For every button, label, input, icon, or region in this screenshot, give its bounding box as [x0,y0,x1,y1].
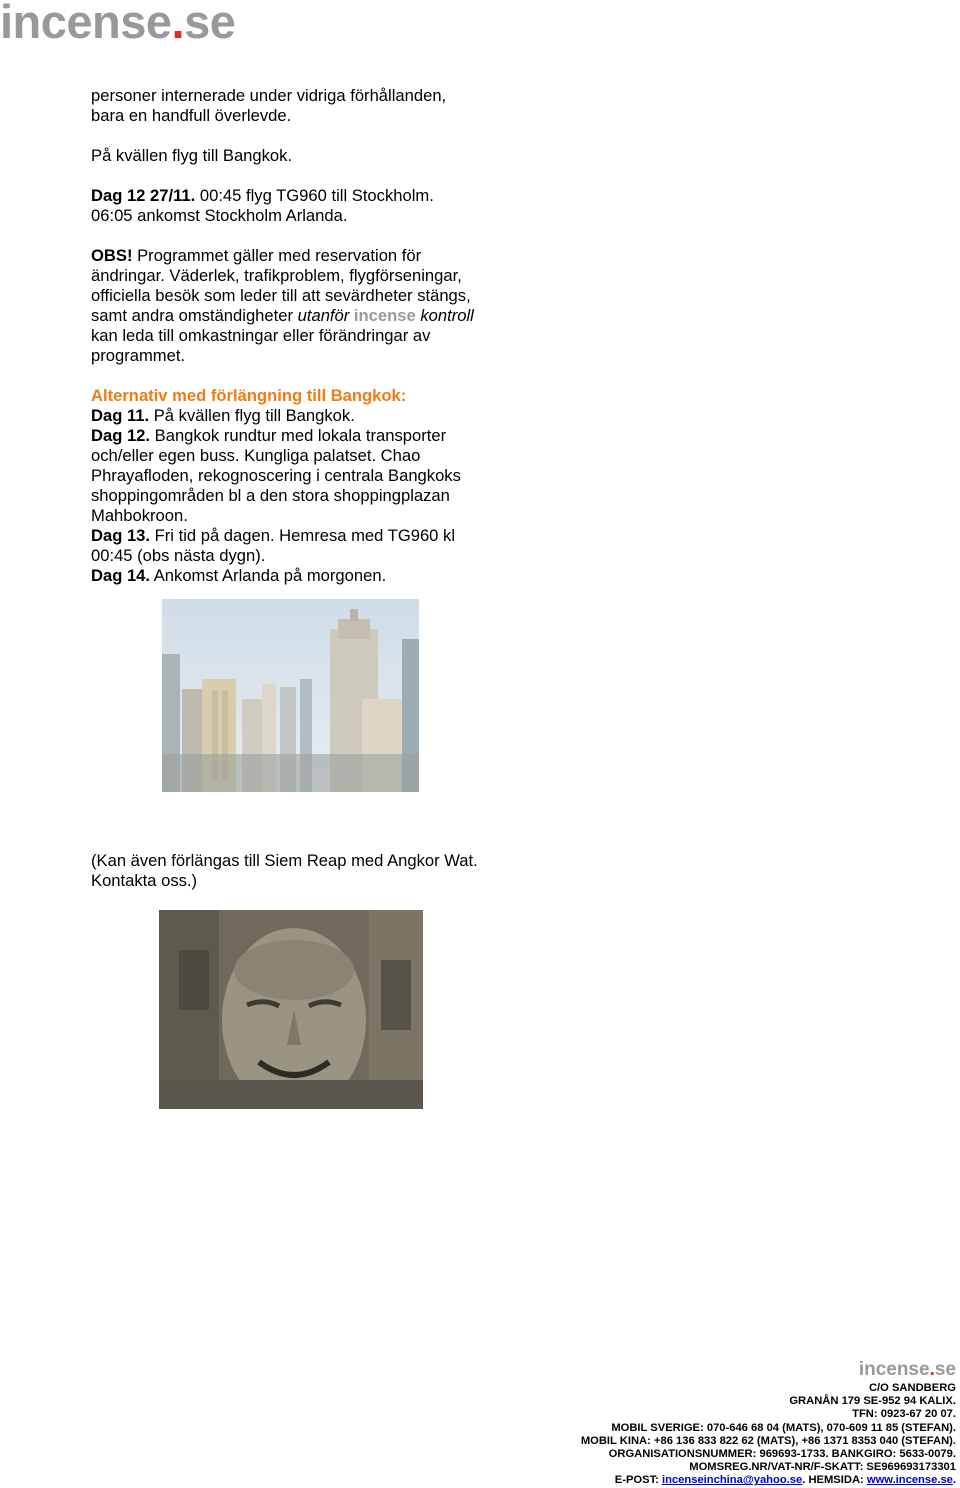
day-label: Dag 11. [91,406,150,425]
text-line: ändringar. Väderlek, trafikproblem, flygförseningar, [91,266,462,285]
footer-contact [581,1358,956,1488]
day-label: Dag 12 27/11. [91,186,196,205]
caption-line: Kontakta oss.) [91,871,198,890]
paragraph-obs [91,246,531,366]
text-line: och/eller egen buss. Kungliga palatset. Chao [91,446,421,465]
footer-mobile-china: MOBIL KINA: +86 136 833 822 62 (MATS), +86 1371 8353 040 (STEFAN). [580,1434,956,1447]
footer-vat: MOMSREG.NR/VAT-NR/F-SKATT: SE969693173301 [689,1461,956,1474]
text-line: Ankomst Arlanda på morgonen. [150,566,387,585]
day-label: Dag 13. [91,526,151,545]
obs-label: OBS! [91,246,133,265]
email-label: E-POST: [614,1474,662,1487]
text-line: programmet. [91,346,186,365]
footer-address: GRANÅN 179 SE-952 94 KALIX. [789,1395,956,1408]
caption-line: (Kan även förlängas till Siem Reap med Angkor Wat. [91,851,478,870]
text-line: personer internerade under vidriga förhållanden, [91,86,447,105]
day-label: Dag 12. [91,426,151,445]
text-line: kan leda till omkastningar eller förändringar av [91,326,431,345]
text-line: 00:45 flyg TG960 till Stockholm. [195,186,434,205]
text-line: Fri tid på dagen. Hemresa med TG960 kl [150,526,456,545]
incense-inline: incense [349,306,421,325]
footer-logo [581,1358,956,1382]
footer-end: . [952,1474,956,1487]
alt-heading: Alternativ med förlängning till Bangkok: [91,386,407,405]
text-line: bara en handfull överlevde. [91,106,292,125]
logo-dot: . [929,1359,935,1380]
logo-word: incense [0,0,172,48]
text-line: 00:45 (obs nästa dygn). [91,546,266,565]
header-logo [0,0,235,50]
alt-day14 [91,566,531,586]
website-link[interactable]: www.incense.se [866,1474,953,1487]
email-link[interactable]: incenseinchina@yahoo.se [662,1474,803,1487]
text-line: officiella besök som leder till att sevärdheter stängs, [91,286,471,305]
alt-day11 [91,406,531,426]
logo-tld: se [184,0,236,48]
bangkok-skyline-photo [162,599,419,792]
text-line: Mahbokroon. [91,506,188,525]
paragraph-day12 [91,186,531,226]
text-line: shoppingområden bl a den stora shoppingplazan [91,486,450,505]
itinerary-text [91,86,531,586]
footer-co: C/O SANDBERG [868,1382,956,1394]
footer-phone: TFN: 0923-67 20 07. [852,1408,956,1421]
text-line: Programmet gäller med reservation för [132,246,422,265]
caption-siem-reap [91,851,478,891]
logo-word: incense [858,1359,930,1380]
logo-tld: se [934,1359,956,1380]
footer-org-number: ORGANISATIONSNUMMER: 969693-1733. BANKGIRO: 5633-0079. [608,1448,956,1461]
footer-email-web [581,1474,956,1487]
text-italic: utanför [297,306,350,325]
logo-dot: . [171,0,185,48]
text-line: Phrayafloden, rekognoscering i centrala Bangkoks [91,466,461,485]
website-label: . HEMSIDA: [802,1474,867,1487]
text-line: samt andra omständigheter [91,306,298,325]
text-line: På kvällen flyg till Bangkok. [149,406,355,425]
paragraph-2: På kvällen flyg till Bangkok. [91,146,293,165]
text-line: Bangkok rundtur med lokala transporter [150,426,447,445]
alt-day13 [91,526,531,566]
alt-day12 [91,426,531,526]
angkor-face-photo [159,910,423,1109]
text-italic: kontroll [420,306,474,325]
footer-mobile-sweden: MOBIL SVERIGE: 070-646 68 04 (MATS), 070-609 11 85 (STEFAN). [611,1421,956,1434]
text-line: 06:05 ankomst Stockholm Arlanda. [91,206,348,225]
day-label: Dag 14. [91,566,151,585]
paragraph-1 [91,86,531,126]
